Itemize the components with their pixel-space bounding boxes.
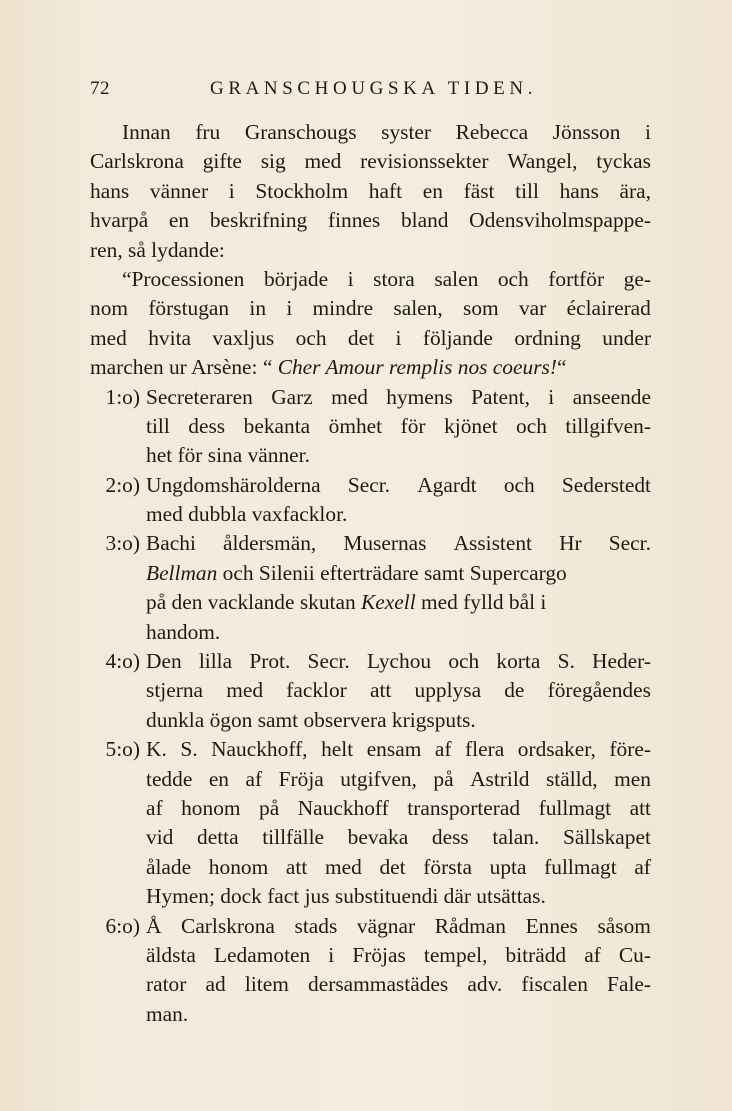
word: Sederstedt: [561, 472, 651, 497]
text-line: man.: [146, 1001, 189, 1026]
word: att: [369, 678, 392, 703]
word: Rådman: [434, 913, 506, 938]
word: kjönet: [444, 413, 498, 438]
word: salen,: [393, 296, 443, 321]
word: helt: [321, 737, 354, 762]
text-line: [146, 471, 651, 500]
word: Carlskrona: [181, 913, 275, 938]
text-line: [146, 647, 651, 676]
word: Cu-: [618, 942, 651, 967]
word: adv.: [467, 972, 503, 997]
word: och: [497, 266, 529, 291]
word: éclairerad: [566, 296, 651, 321]
list-item: [90, 912, 651, 1030]
word: följande: [422, 325, 493, 350]
text-line: [90, 353, 651, 382]
text-line: [146, 765, 651, 794]
word: Heder-: [592, 649, 651, 674]
word: till: [146, 413, 170, 438]
quote-italic: Cher Amour remplis nos coeurs!: [277, 355, 557, 380]
word: vaxljus: [212, 325, 275, 350]
item-number: 6:o): [105, 913, 140, 938]
word: i: [347, 266, 354, 291]
word: talan.: [492, 825, 540, 850]
word: utgifven,: [340, 766, 417, 791]
list-item: [90, 647, 651, 735]
word: Innan: [122, 120, 171, 144]
word: finnes: [327, 208, 381, 233]
word: stora: [373, 266, 415, 291]
word: lilla: [198, 649, 233, 674]
text-line: ren, så lydande:: [90, 237, 225, 262]
list-item: [90, 529, 651, 647]
running-head: GRANSCHOUGSKA TIDEN.: [210, 78, 538, 99]
word: att: [285, 854, 308, 879]
text-line: [146, 529, 651, 558]
text-line: [146, 853, 651, 882]
word: revisionssekter: [360, 149, 489, 174]
word: Wangel,: [507, 149, 578, 174]
word: de: [504, 678, 525, 703]
word: anseende: [572, 384, 651, 409]
text-line: handom.: [146, 619, 221, 644]
word: upplysa: [414, 678, 482, 703]
word: tillgifven-: [565, 413, 651, 438]
word: i: [286, 296, 293, 321]
word: salen: [434, 266, 479, 291]
item-number: 1:o): [105, 384, 140, 409]
word: Garz: [271, 384, 313, 409]
text-line: [90, 147, 651, 176]
word: men: [614, 766, 651, 791]
word: och: [295, 325, 327, 350]
word: af: [584, 942, 601, 967]
word: Ennes: [525, 913, 578, 938]
text-line: dunkla ögon samt observera krigsputs.: [146, 707, 476, 732]
word: till: [515, 178, 539, 203]
word: K.: [146, 737, 167, 762]
word: in: [249, 296, 267, 321]
word: Fale-: [607, 972, 651, 997]
word: förstugan: [148, 296, 230, 321]
word: tedde: [146, 766, 193, 791]
word: fullmagt: [544, 854, 617, 879]
word: korta: [496, 649, 541, 674]
word: Sällskapet: [562, 825, 651, 850]
text-line: med dubbla vaxfacklor.: [146, 502, 348, 527]
word: gifte: [202, 149, 242, 174]
word: fru: [195, 120, 221, 144]
word: Nauckhoff,: [211, 737, 308, 762]
word: Secreteraren: [146, 384, 253, 409]
word: fiscalen: [521, 972, 588, 997]
word: Lychou: [366, 649, 432, 674]
word: hvarpå: [90, 208, 149, 233]
word: i: [228, 178, 235, 203]
word: en: [422, 178, 443, 203]
word: fullmagt: [538, 795, 612, 820]
word: honom: [181, 795, 241, 820]
text-line: [146, 794, 651, 823]
text-line: [146, 676, 651, 705]
word: S.: [557, 649, 575, 674]
list-item: [90, 383, 651, 471]
word: på: [433, 766, 454, 791]
page-header: [90, 78, 650, 108]
word: haft: [368, 178, 403, 203]
text-line: [90, 265, 651, 294]
text-line: [146, 823, 651, 852]
word: att: [629, 795, 651, 820]
word: vänner: [149, 178, 209, 203]
word: med: [324, 854, 362, 879]
text-line: Bellman och Silenii efterträdare samt Supercargo: [146, 559, 651, 588]
word: under: [602, 325, 651, 350]
word: Assistent: [453, 531, 533, 556]
word: Prot.: [249, 649, 291, 674]
text-line: het för sina vänner.: [146, 443, 310, 468]
word: bekanta: [243, 413, 311, 438]
word: upta: [489, 854, 527, 879]
text-line: [146, 941, 651, 970]
word: Odensviholmspappe-: [469, 208, 651, 233]
word: och: [503, 472, 535, 497]
word: nom: [90, 296, 129, 321]
word: Bachi: [146, 531, 196, 556]
word: hans: [90, 178, 130, 203]
list-item: [90, 471, 651, 530]
quote-suffix: “: [556, 355, 567, 380]
word: dersammastädes: [308, 972, 449, 997]
word: första: [423, 854, 472, 879]
word: var: [518, 296, 547, 321]
word: det: [347, 325, 375, 350]
text-line: [90, 294, 651, 323]
text-line: på den vacklande skutan Kexell med fylld bål i: [146, 588, 651, 617]
word: detta: [197, 825, 239, 850]
text-line: [146, 735, 651, 764]
word: stjerna: [146, 678, 204, 703]
word: ålade: [146, 854, 192, 879]
word: äldsta: [146, 942, 196, 967]
word: bland: [400, 208, 449, 233]
word: hans: [559, 178, 599, 203]
word: en: [168, 208, 190, 233]
word: flera: [465, 737, 505, 762]
word: med: [304, 149, 342, 174]
text-line: [146, 912, 651, 941]
word: ensam: [366, 737, 422, 762]
word: stads: [294, 913, 338, 938]
word: beskrifning: [209, 208, 308, 233]
word: ordsaker,: [517, 737, 596, 762]
text-line: [90, 324, 651, 353]
word: vid: [146, 825, 174, 850]
word: mindre: [312, 296, 374, 321]
word: i: [548, 384, 555, 409]
word: Fröja: [278, 766, 324, 791]
word: föregåendes: [547, 678, 651, 703]
word: Jönsson: [552, 120, 621, 144]
word: biträdd: [505, 942, 567, 967]
word: Musernas: [343, 531, 427, 556]
word: före-: [609, 737, 651, 762]
word: S.: [180, 737, 198, 762]
word: ömhet: [328, 413, 383, 438]
word: Ledamoten: [213, 942, 311, 967]
item-number: 3:o): [105, 531, 140, 556]
word: Å: [146, 913, 162, 938]
word: Hr: [559, 531, 582, 556]
italic-name: Bellman: [146, 560, 218, 585]
word: på: [259, 795, 280, 820]
item-number: 4:o): [105, 649, 140, 674]
word: ad: [205, 972, 226, 997]
word: Secr.: [347, 472, 391, 497]
item-number: 2:o): [105, 472, 140, 497]
word: fäst: [463, 178, 495, 203]
word: syster: [381, 120, 432, 144]
word: af: [634, 854, 651, 879]
italic-name: Kexell: [361, 590, 416, 615]
body-text: [90, 118, 651, 1029]
word: med: [331, 384, 368, 409]
quote-prefix: marchen ur Arsène: “: [90, 355, 273, 380]
word: dess: [431, 825, 469, 850]
word: i: [395, 325, 402, 350]
word: det: [379, 854, 406, 879]
list-item: [90, 735, 651, 911]
word: åldersmän,: [222, 531, 317, 556]
word: och: [448, 649, 480, 674]
word: tempel,: [423, 942, 488, 967]
word: Nauckhoff: [297, 795, 389, 820]
word: Patent,: [471, 384, 530, 409]
text-line: [146, 970, 651, 999]
word: ställd,: [545, 766, 598, 791]
word: hvita: [148, 325, 192, 350]
word: Den: [146, 649, 182, 674]
word: tyckas: [596, 149, 651, 174]
word: ordning: [514, 325, 581, 350]
item-number: 5:o): [105, 737, 140, 762]
word: som: [463, 296, 499, 321]
word: med: [226, 678, 264, 703]
word: för: [400, 413, 426, 438]
word: ge-: [623, 266, 651, 291]
word: rator: [146, 972, 187, 997]
word: hymens: [386, 384, 453, 409]
text-line: [146, 412, 651, 441]
text-line: [90, 118, 651, 147]
word: honom: [208, 854, 269, 879]
word: Astrild: [470, 766, 530, 791]
word: Rebecca: [455, 120, 529, 144]
word: “Processionen: [122, 266, 245, 291]
word: Secr.: [307, 649, 350, 674]
word: af: [146, 795, 163, 820]
word: i: [328, 942, 335, 967]
word: Carlskrona: [90, 149, 184, 174]
text-line: [146, 383, 651, 412]
word: af: [434, 737, 452, 762]
text-line: Hymen; dock fact jus substituendi där utsättas.: [146, 884, 546, 909]
word: såsom: [597, 913, 651, 938]
word: Agardt: [417, 472, 477, 497]
page-number: 72: [90, 78, 110, 99]
word: bevaka: [347, 825, 409, 850]
word: vägnar: [356, 913, 416, 938]
word: en: [208, 766, 230, 791]
word: transporterad: [407, 795, 521, 820]
text-line: [90, 206, 651, 235]
word: ära,: [619, 178, 651, 203]
word: och: [516, 413, 547, 438]
word: sig: [260, 149, 286, 174]
word: facklor: [286, 678, 347, 703]
word: Granschougs: [244, 120, 357, 144]
word: Stockholm: [255, 178, 349, 203]
word: tillfälle: [262, 825, 325, 850]
word: litem: [244, 972, 289, 997]
word: dess: [188, 413, 226, 438]
word: fortför: [548, 266, 605, 291]
word: i: [645, 120, 651, 144]
word: med: [90, 325, 127, 350]
word: Secr.: [608, 531, 651, 556]
word: började: [263, 266, 329, 291]
word: Fröjas: [352, 942, 406, 967]
word: Ungdomshärolderna: [146, 472, 321, 497]
text-line: [90, 177, 651, 206]
word: af: [245, 766, 263, 791]
